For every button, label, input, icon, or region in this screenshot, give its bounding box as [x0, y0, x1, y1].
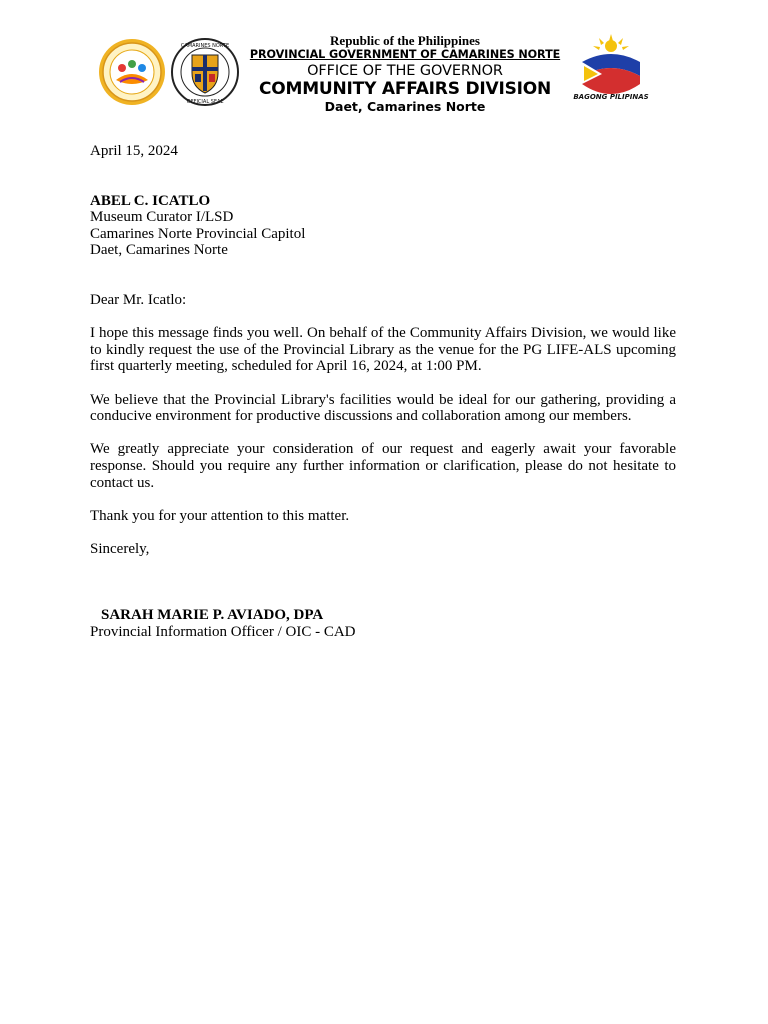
signatory-title: Provincial Information Officer / OIC - CAD	[90, 624, 356, 641]
division-line: COMMUNITY AFFAIRS DIVISION	[258, 79, 552, 99]
bagong-pilipinas-caption: BAGONG PILIPINAS	[573, 93, 649, 101]
camarines-norte-seal-icon	[170, 37, 240, 107]
office-line: OFFICE OF THE GOVERNOR	[307, 63, 503, 79]
letterhead-text	[238, 30, 572, 114]
recipient-block	[90, 193, 676, 259]
republic-line: Republic of the Philippines	[330, 33, 480, 48]
signatory-block	[90, 607, 676, 640]
letter-date: April 15, 2024	[90, 143, 178, 159]
letter-body	[90, 143, 676, 641]
signatory-name: SARAH MARIE P. AVIADO, DPA	[101, 607, 324, 624]
paragraph: We greatly appreciate your consideration of our request and eagerly await your favorable response. Should you require any further information or clarification, please do not hesitate to contact us.	[90, 441, 676, 491]
salutation: Dear Mr. Icatlo:	[90, 291, 187, 308]
letterhead	[96, 30, 656, 112]
paragraph: I hope this message finds you well. On behalf of the Community Affairs Division, we would like to kindly request the use of the Provincial Library as the venue for the PG LIFE-ALS upcoming first quarterly meeting, scheduled for April 16, 2024, at 1:00 PM.	[90, 325, 676, 375]
provincial-government-line: PROVINCIAL GOVERNMENT OF CAMARINES NORTE	[249, 48, 561, 61]
recipient-title: Museum Curator I/LSD	[90, 209, 234, 226]
svg-text:CAMARINES NORTE: CAMARINES NORTE	[180, 43, 230, 49]
recipient-office: Camarines Norte Provincial Capitol	[90, 225, 306, 242]
closing: Sincerely,	[90, 540, 150, 557]
location-line: Daet, Camarines Norte	[324, 99, 486, 114]
svg-text:OFFICIAL SEAL: OFFICIAL SEAL	[186, 99, 224, 105]
paragraph: We believe that the Provincial Library's facilities would be ideal for our gathering, providing a conducive environment for productive discussions and collaboration among our members.	[90, 391, 676, 425]
community-affairs-seal-icon	[98, 38, 166, 106]
recipient-address: Daet, Camarines Norte	[90, 242, 228, 259]
recipient-name: ABEL C. ICATLO	[90, 192, 211, 209]
paragraph: Thank you for your attention to this matter.	[90, 507, 350, 524]
